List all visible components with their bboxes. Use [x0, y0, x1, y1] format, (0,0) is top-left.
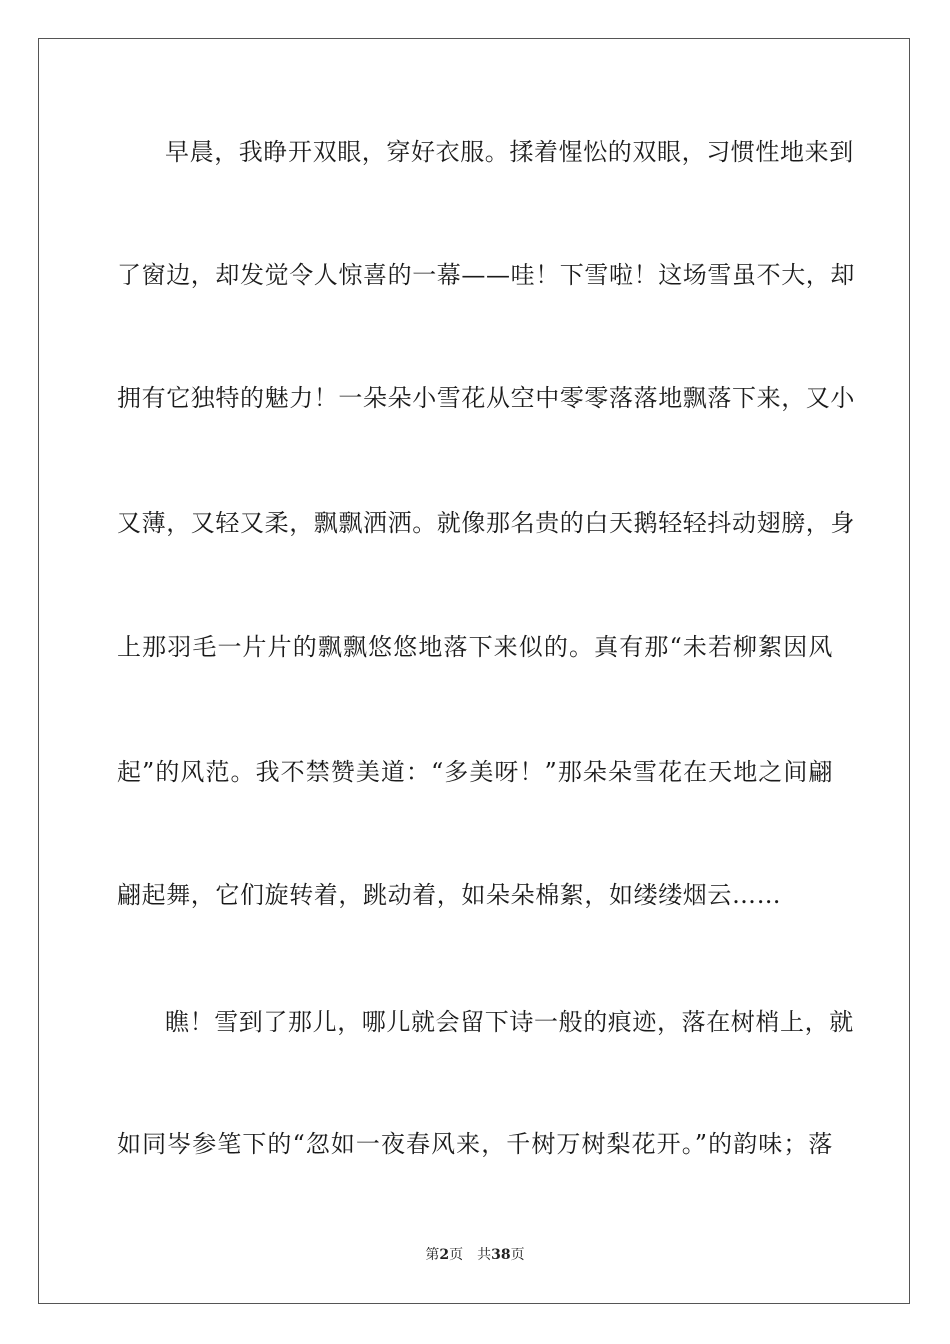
text-line-2: 了窗边，却发觉令人惊喜的一幕——哇！下雪啦！这场雪虽不大，却	[117, 261, 855, 289]
page-prefix: 第	[425, 1247, 440, 1263]
text-line-5: 上那羽毛一片片的飘飘悠悠地落下来似的。真有那“未若柳絮因风	[117, 633, 833, 661]
text-line-8: 瞧！雪到了那儿，哪儿就会留下诗一般的痕迹，落在树梢上，就	[165, 1008, 854, 1036]
total-suffix: 页	[510, 1247, 525, 1263]
total-prefix: 共	[477, 1247, 492, 1263]
page-suffix: 页	[449, 1247, 464, 1263]
page-number: 2	[439, 1247, 450, 1263]
page-footer	[0, 1246, 950, 1264]
text-line-3: 拥有它独特的魅力！一朵朵小雪花从空中零零落落地飘落下来，又小	[117, 384, 855, 412]
text-line-4: 又薄，又轻又柔，飘飘洒洒。就像那名贵的白天鹅轻轻抖动翅膀，身	[117, 509, 855, 537]
text-line-9: 如同岑参笔下的“忽如一夜春风来，千树万树梨花开。”的韵味；落	[117, 1130, 833, 1158]
text-line-7: 翩起舞，它们旋转着，跳动着，如朵朵棉絮，如缕缕烟云……	[117, 881, 782, 909]
page-border	[38, 38, 910, 1304]
text-line-6: 起”的风范。我不禁赞美道：“多美呀！”那朵朵雪花在天地之间翩	[117, 758, 833, 786]
total-pages: 38	[491, 1247, 511, 1263]
text-line-1: 早晨，我睁开双眼，穿好衣服。揉着惺忪的双眼，习惯性地来到	[165, 138, 854, 166]
